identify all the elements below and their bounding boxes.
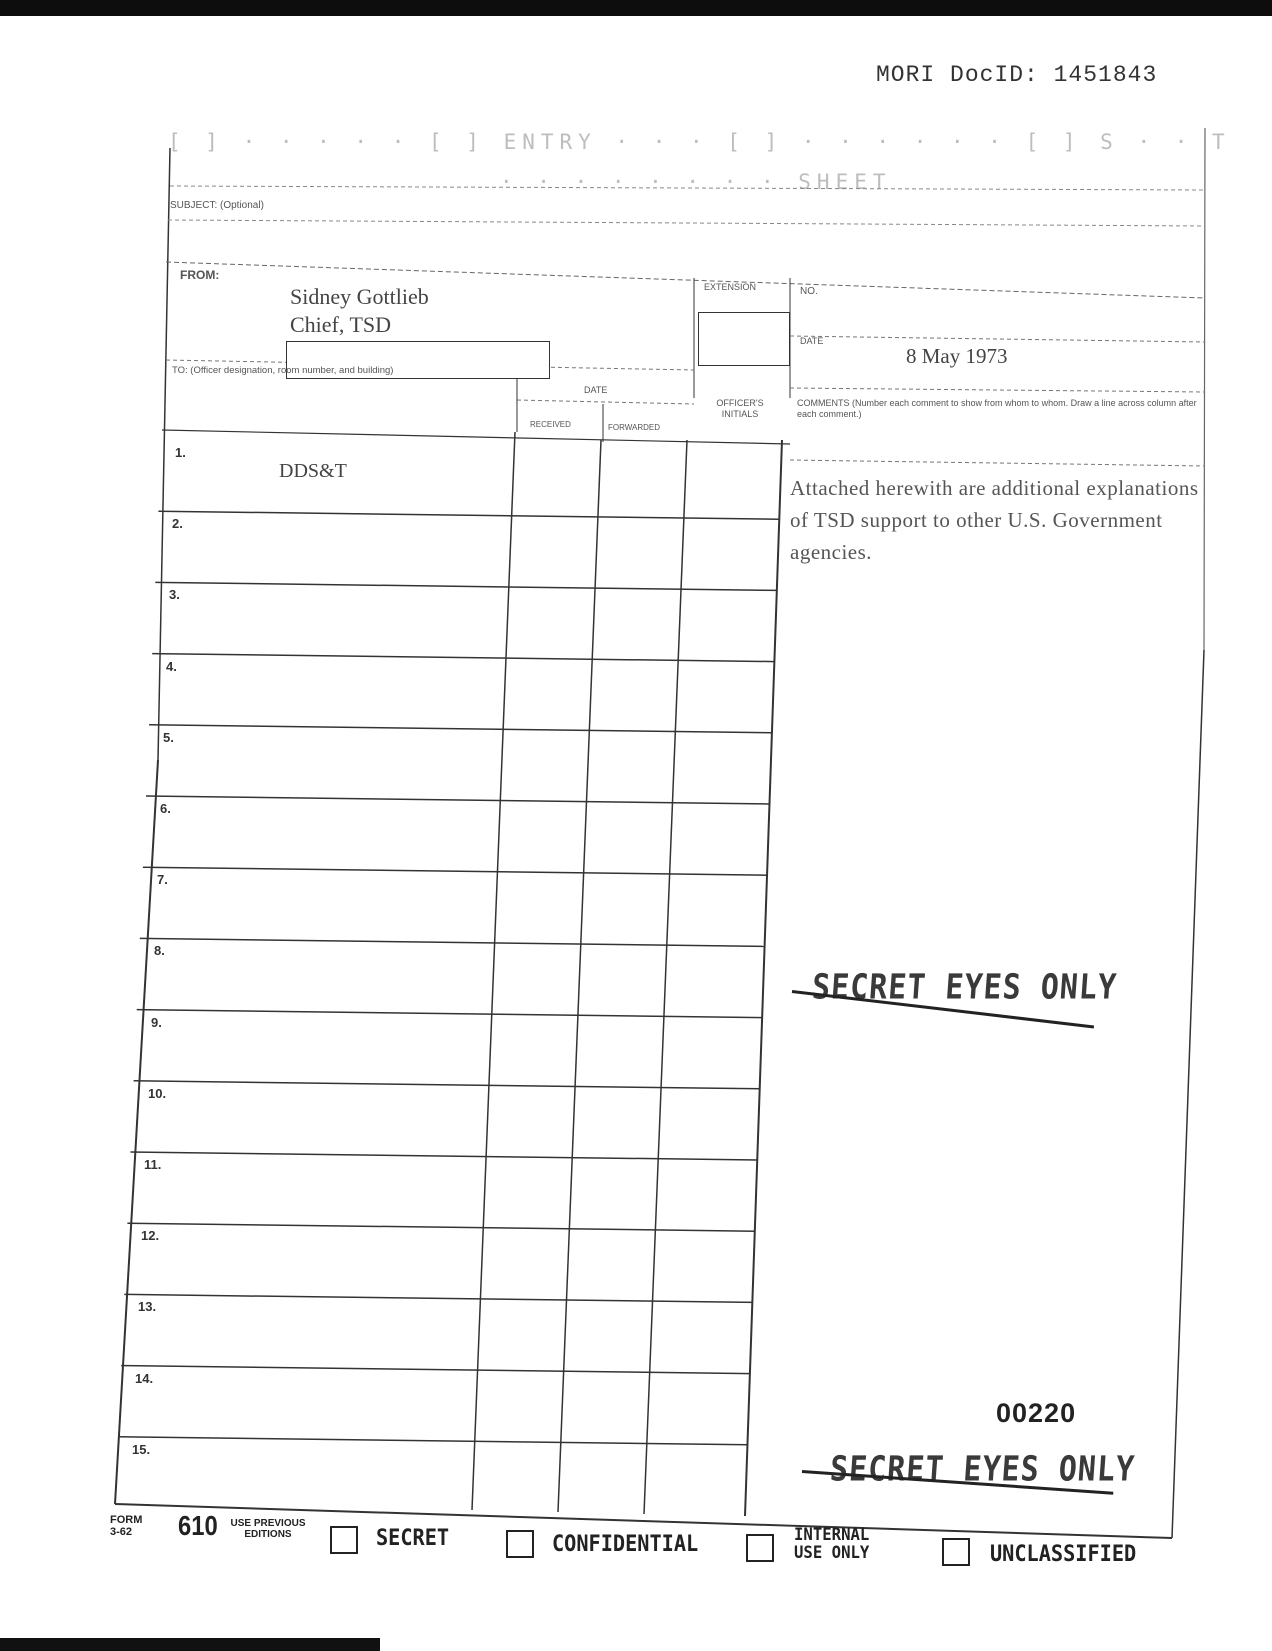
row-divider — [149, 725, 772, 733]
row-divider — [143, 867, 768, 875]
to-label: TO: (Officer designation, room number, and building) — [172, 365, 394, 376]
form-header-faded: [ ] · · · · · [ ] ENTRY · · · [ ] · · · · · · [ ] S · · T — [168, 130, 1231, 154]
confidential-checkbox[interactable] — [506, 1530, 534, 1558]
row-number: 1. — [175, 445, 186, 460]
use-previous-editions: USE PREVIOUS EDITIONS — [230, 1518, 306, 1540]
row-number: 2. — [172, 516, 183, 531]
row-number: 4. — [166, 659, 177, 674]
row-number: 9. — [151, 1015, 162, 1030]
row-number: 15. — [132, 1442, 151, 1457]
row-divider — [124, 1294, 753, 1302]
document-id: MORI DocID: 1451843 — [876, 62, 1158, 88]
no-label: NO. — [800, 286, 818, 297]
form-label: FORM 3-62 — [110, 1514, 143, 1538]
date-label: DATE — [800, 336, 824, 346]
serial-number: 00220 — [996, 1398, 1077, 1428]
row-number: 12. — [141, 1228, 160, 1243]
comments-column-label: COMMENTS (Number each comment to show from whom to whom. Draw a line across column after each comment.) — [797, 398, 1197, 419]
received-column-label: RECEIVED — [530, 420, 571, 429]
row-number: 10. — [148, 1086, 167, 1101]
extension-box — [698, 312, 790, 366]
from-title: Chief, TSD — [290, 312, 392, 337]
row-divider — [155, 582, 777, 590]
row-divider — [146, 796, 770, 804]
unclassified-label: UNCLASSIFIED — [990, 1542, 1137, 1567]
form-number: 610 — [178, 1510, 218, 1541]
row-recipient: DDS&T — [279, 460, 347, 482]
row-number: 13. — [138, 1299, 157, 1314]
row-divider — [131, 1152, 758, 1160]
subject-label: SUBJECT: (Optional) — [170, 200, 264, 211]
row-number: 3. — [169, 587, 180, 602]
internal-use-only-checkbox[interactable] — [746, 1534, 774, 1562]
date-column-label: DATE — [584, 385, 608, 395]
from-label: FROM: — [180, 268, 220, 282]
date-value: 8 May 1973 — [906, 344, 1008, 368]
row-divider — [121, 1366, 750, 1374]
form-footer — [110, 1510, 1210, 1580]
row-divider — [140, 938, 765, 946]
row-divider — [127, 1223, 755, 1231]
row-divider — [158, 511, 779, 519]
form-header-faded-2: · · · · · · · · SHEET — [500, 170, 892, 194]
classification-stamp-top: SECRET EYES ONLY — [810, 967, 1119, 1008]
unclassified-checkbox[interactable] — [942, 1538, 970, 1566]
internal-use-only-label: INTERNAL USE ONLY — [794, 1525, 870, 1563]
secret-checkbox[interactable] — [330, 1526, 358, 1554]
comments-text: Attached herewith are additional explanations of TSD support to other U.S. Government agencies. — [790, 476, 1199, 564]
row-number: 7. — [157, 872, 168, 887]
row-divider — [118, 1437, 748, 1445]
secret-label: SECRET — [376, 1526, 450, 1551]
from-name: Sidney Gottlieb — [290, 284, 429, 309]
row-number: 14. — [135, 1371, 154, 1386]
forwarded-column-label: FORWARDED — [608, 423, 660, 432]
classification-stamp-bottom: SECRET EYES ONLY — [828, 1449, 1137, 1490]
initials-column-label: OFFICER'S INITIALS — [716, 398, 764, 419]
confidential-label: CONFIDENTIAL — [552, 1532, 699, 1557]
row-number: 11. — [144, 1157, 162, 1172]
row-number: 5. — [163, 730, 174, 745]
row-number: 6. — [160, 801, 171, 816]
row-divider — [152, 654, 775, 662]
row-divider — [137, 1010, 763, 1018]
extension-label: EXTENSION — [704, 282, 757, 292]
row-divider — [134, 1081, 761, 1089]
row-number: 8. — [154, 943, 165, 958]
